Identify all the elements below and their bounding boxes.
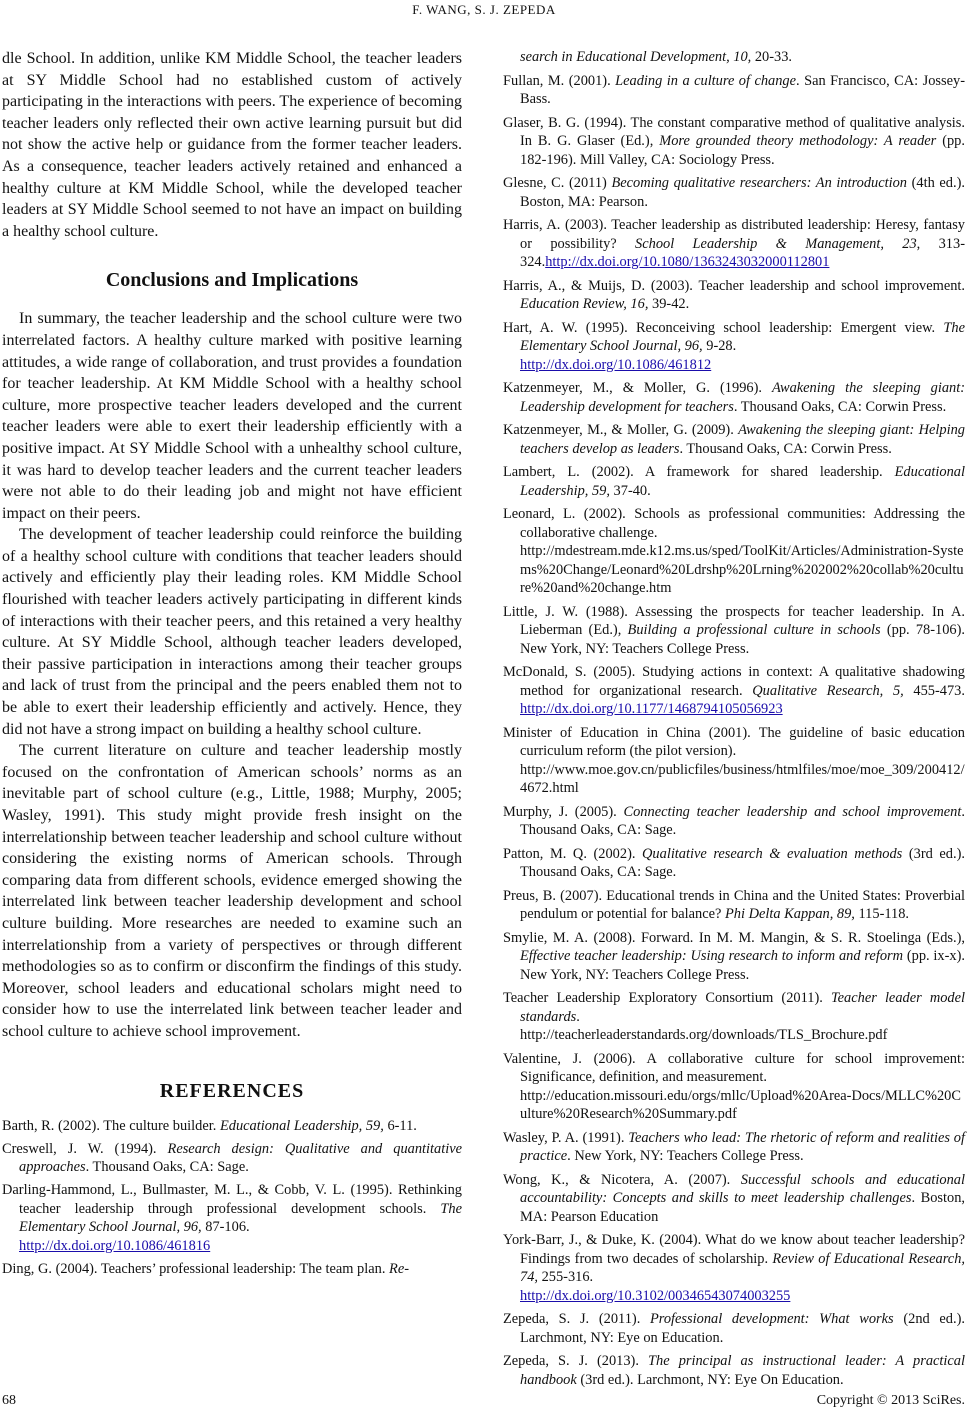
reference-entry bbox=[503, 845, 965, 882]
reference-entry bbox=[503, 319, 965, 375]
reference-source-title: Review of Educational Research, 74, bbox=[520, 1250, 965, 1285]
reference-text: Glaser, B. G. (1994). The constant comparative method of qualitative analysis. In B. G. Glaser (Ed.), bbox=[503, 114, 965, 149]
reference-text: Katzenmeyer, M., & Moller, G. (2009). bbox=[503, 422, 739, 438]
reference-text: Hart, A. W. (1995). Reconceiving school leadership: Emergent view. bbox=[503, 319, 944, 336]
reference-details: (4th ed.). Boston, MA: Pearson. bbox=[520, 175, 965, 210]
reference-entry bbox=[503, 1352, 965, 1389]
reference-details: (3rd ed.). Thousand Oaks, CA: Sage. bbox=[520, 845, 965, 880]
reference-source-title: Awakening the sleeping giant: Leadership development for teachers bbox=[520, 380, 966, 415]
reference-text: McDonald, S. (2005). Studying actions in context: A qualitative shadowing method for organizational research. bbox=[503, 664, 965, 699]
reference-entry bbox=[503, 1050, 965, 1124]
reference-source-title: Connecting teacher leadership and school improvement bbox=[623, 803, 962, 820]
paragraph: The current literature on culture and teacher leadership mostly focused on the confrontation of American schools’ norms as an inevitable part of school culture (e.g., Little, 1988; Murphy, 2005; Wasley, 1991). This study might provide fresh insight on the interrelationship between teacher leadership and school culture without considering the existing norms of American schools. Through comparing data from different schools, evidence emerged showing the interrelated link between teacher leadership development and school culture building. More researches are needed to examine such an interrelationship from a variety of perspectives or through different methodologies so as to confirm or disconfirm the findings of this study. Moreover, school leaders and educational scholars might need to consider how to use the interrelated link between teacher leader and school culture to achieve school improvement. bbox=[2, 742, 462, 1040]
reference-entry bbox=[503, 114, 965, 170]
reference-source-title: The principal as instructional leader: A practical handbook bbox=[520, 1353, 965, 1388]
reference-list-left bbox=[2, 1117, 462, 1279]
reference-details: . San Francisco, CA: Jossey-Bass. bbox=[520, 72, 965, 107]
reference-details: (2nd ed.). Larchmont, NY: Eye on Education. bbox=[520, 1311, 965, 1346]
reference-url: http://mdestream.mde.k12.ms.us/sped/ToolKit/Articles/Administration-Systems%20Change/Leonard%20Ldrshp%20Lrning%202002%20collab%20culture%20and%20change.htm bbox=[520, 543, 964, 596]
reference-entry bbox=[503, 1129, 965, 1166]
reference-details: 455-473. bbox=[903, 682, 965, 699]
reference-source-title: Awakening the sleeping giant: Helping teachers develop as leaders bbox=[520, 422, 965, 457]
reference-details: 255-316. bbox=[538, 1269, 594, 1285]
reference-text: Leonard, L. (2002). Schools as professional communities: Addressing the collaborative challenge. bbox=[503, 506, 965, 541]
reference-source-title: Educational Leadership, 59, bbox=[219, 1117, 384, 1134]
reference-text: Fullan, M. (2001). bbox=[503, 72, 616, 89]
copyright-notice: Copyright © 2013 SciRes. bbox=[816, 1393, 965, 1408]
reference-details: 20-33. bbox=[751, 49, 793, 65]
reference-text: Preus, B. (2007). Educational trends in China and the United States: Proverbial pendulum or potential for balance? bbox=[503, 887, 965, 922]
reference-text: Ding, G. (2004). Teachers’ professional leadership: The team plan. bbox=[2, 1260, 390, 1277]
reference-entry bbox=[503, 1310, 965, 1347]
reference-text: Zepeda, S. J. (2011). bbox=[503, 1311, 650, 1327]
reference-details: (3rd ed.). Larchmont, NY: Eye On Education. bbox=[576, 1371, 844, 1388]
reference-entry bbox=[503, 72, 965, 109]
reference-list-right bbox=[503, 48, 965, 1389]
doi-link[interactable]: http://dx.doi.org/10.1080/1363243032000112801 bbox=[545, 254, 830, 270]
reference-source-title: Building a professional culture in schools bbox=[627, 622, 881, 638]
reference-entry bbox=[503, 463, 965, 500]
reference-entry bbox=[503, 724, 965, 798]
right-column bbox=[503, 48, 965, 1394]
reference-entry bbox=[2, 1140, 462, 1177]
reference-text: Wong, K., & Nicotera, A. (2007). bbox=[503, 1171, 741, 1188]
reference-details: (pp. ix-x). New York, NY: Teachers College Press. bbox=[520, 948, 965, 983]
reference-text: Murphy, J. (2005). bbox=[503, 803, 624, 820]
section-heading: Conclusions and Implications bbox=[105, 269, 359, 292]
reference-source-title: More grounded theory methodology: A reader bbox=[659, 133, 937, 149]
reference-details: 6-11. bbox=[383, 1117, 417, 1134]
reference-entry bbox=[503, 216, 965, 272]
reference-text: Darling-Hammond, L., Bullmaster, M. L., & Cobb, V. L. (1995). Rethinking teacher leadership through professional development schools. bbox=[2, 1182, 462, 1217]
reference-source-title: The Elementary School Journal, 96, bbox=[520, 319, 965, 354]
reference-entry bbox=[2, 1260, 462, 1279]
reference-text: Barth, R. (2002). The culture builder. bbox=[2, 1117, 220, 1134]
reference-source-title: School Leadership & Management, 23 bbox=[635, 235, 917, 252]
reference-details: . Boston, MA: Pearson Education bbox=[520, 1190, 965, 1225]
doi-link[interactable]: http://dx.doi.org/10.1086/461812 bbox=[520, 356, 712, 373]
reference-source-title: Educational Leadership, 59, bbox=[520, 464, 965, 499]
reference-text: Minister of Education in China (2001). The guideline of basic education curriculum reform (the pilot version). bbox=[503, 724, 965, 759]
reference-text: Zepeda, S. J. (2013). bbox=[503, 1353, 649, 1369]
reference-details: 87-106. bbox=[201, 1219, 250, 1236]
reference-text: Wasley, P. A. (1991). bbox=[503, 1129, 629, 1146]
reference-entry bbox=[503, 277, 965, 314]
left-column bbox=[2, 48, 462, 1283]
reference-entry bbox=[503, 663, 965, 719]
doi-link[interactable]: http://dx.doi.org/10.3102/00346543074003255 bbox=[520, 1287, 791, 1304]
reference-details: 37-40. bbox=[609, 482, 651, 499]
reference-details: . Thousand Oaks, CA: Corwin Press. bbox=[733, 398, 947, 415]
reference-source-title: Research design: Qualitative and quantitative approaches bbox=[19, 1140, 462, 1176]
reference-text: York-Barr, J., & Duke, K. (2004). What do we know about teacher leadership? Findings from two decades of scholarship. bbox=[503, 1232, 965, 1267]
reference-source-title: Phi Delta Kappan, 89, bbox=[725, 906, 855, 922]
reference-text: Lambert, L. (2002). A framework for shared leadership. bbox=[503, 464, 895, 480]
reference-text: Creswell, J. W. (1994). bbox=[2, 1140, 168, 1157]
reference-url: http://www.moe.gov.cn/publicfiles/business/htmlfiles/moe/moe_309/200412/4672.html bbox=[520, 761, 965, 796]
reference-source-title: Successful schools and educational accountability: Concepts and skills to meet leadership challenges bbox=[520, 1171, 965, 1206]
reference-url: http://education.missouri.edu/orgs/mllc/Upload%20Area-Docs/MLLC%20Culture%20Research%20Summary.pdf bbox=[520, 1087, 961, 1122]
reference-source-title: search in Educational Development, 10, bbox=[520, 49, 752, 65]
reference-text: Harris, A. (2003). Teacher leadership as distributed leadership: Heresy, fantasy or possibility? bbox=[503, 217, 965, 252]
intro-paragraph: dle School. In addition, unlike KM Middle School, the teacher leaders at SY Middle School had no established custom of actively participating in the interactions with peers. The experience of becoming teacher leaders only reflected their own active learning pursuit but did not show the active help or guidance from the former teacher leaders. As a consequence, teacher leaders actively retained and enhanced a healthy culture at KM Middle School, while the developed teacher leaders at SY Middle School seemed to not have an impact on building a healthy school culture. bbox=[2, 50, 462, 240]
reference-source-title: Qualitative research & evaluation methods bbox=[642, 845, 903, 862]
reference-entry bbox=[503, 887, 965, 924]
reference-entry bbox=[503, 1171, 965, 1227]
doi-link[interactable]: http://dx.doi.org/10.1177/1468794105056923 bbox=[520, 701, 783, 717]
reference-entry bbox=[503, 803, 965, 840]
reference-details: . bbox=[576, 1008, 580, 1025]
page-number: 68 bbox=[2, 1393, 16, 1408]
reference-source-title: Education Review, 16, bbox=[520, 296, 649, 312]
reference-source-title: Becoming qualitative researchers: An introduction bbox=[611, 175, 907, 191]
reference-entry bbox=[503, 48, 965, 67]
paragraph: The development of teacher leadership could reinforce the building of a healthy school culture with conditions that teacher leaders should actively and efficiently play their leading roles. KM Middle School flourished with teacher leaders actively participating in different kinds of interactions with their teacher peers, and this retained a very healthy culture. At SY Middle School, although teacher leaders developed, their passive participation in interactions among their teacher groups and lack of trust from the principal and the peers enabled them not to be able to exert their leadership efficiently and actively. Hence, they did not have a strong impact on building a healthy school culture. bbox=[2, 526, 462, 738]
reference-details: . Thousand Oaks, CA: Corwin Press. bbox=[679, 440, 892, 457]
reference-entry bbox=[503, 929, 965, 985]
reference-source-title: Teacher leader model standards bbox=[520, 990, 965, 1025]
reference-text: Katzenmeyer, M., & Moller, G. (1996). bbox=[503, 380, 772, 396]
reference-entry bbox=[503, 603, 965, 659]
running-head: F. WANG, S. J. ZEPEDA bbox=[412, 2, 556, 17]
reference-details: . Thousand Oaks, CA: Sage. bbox=[85, 1159, 249, 1176]
reference-details: 9-28. bbox=[702, 338, 737, 354]
reference-entry bbox=[503, 989, 965, 1045]
reference-details: . Thousand Oaks, CA: Sage. bbox=[520, 803, 965, 838]
reference-text: Smylie, M. A. (2008). Forward. In M. M. Mangin, & S. R. Stoelinga (Eds.), bbox=[503, 929, 965, 946]
reference-source-title: Leading in a culture of change bbox=[615, 72, 797, 89]
reference-text: Valentine, J. (2006). A collaborative culture for school improvement: Significance, definition, and measurement. bbox=[503, 1050, 965, 1085]
reference-text: Patton, M. Q. (2002). bbox=[503, 845, 643, 862]
reference-details: (pp. 182-196). Mill Valley, CA: Sociology Press. bbox=[520, 133, 965, 168]
references-heading: REFERENCES bbox=[159, 1079, 305, 1102]
reference-entry bbox=[503, 379, 965, 416]
reference-entry bbox=[2, 1181, 462, 1255]
reference-entry bbox=[2, 1117, 462, 1136]
reference-text: Little, J. W. (1988). Assessing the prospects for teacher leadership. In A. Lieberman (Ed.), bbox=[503, 603, 965, 638]
reference-url: http://teacherleaderstandards.org/downloads/TLS_Brochure.pdf bbox=[520, 1027, 888, 1043]
reference-text: Glesne, C. (2011) bbox=[503, 175, 612, 191]
reference-source-title: Qualitative Research, 5, bbox=[752, 682, 904, 699]
reference-source-title: Professional development: What works bbox=[650, 1311, 894, 1327]
reference-details: . New York, NY: Teachers College Press. bbox=[567, 1148, 804, 1164]
doi-link[interactable]: http://dx.doi.org/10.1086/461816 bbox=[19, 1237, 211, 1254]
reference-entry bbox=[503, 421, 965, 458]
reference-details: (pp. 78-106). New York, NY: Teachers College Press. bbox=[520, 622, 965, 657]
paragraph: In summary, the teacher leadership and the school culture were two interrelated factors. A healthy culture marked with positive learning attitudes, a wide range of collaboration, and trust provides a foundation for teacher leadership. At KM Middle School with a healthy school culture, more prospective teacher leaders developed and the current teacher leaders were able to exert their leadership efficiently with a positive impact. At SY Middle School with a unhealthy school culture, it was hard to develop teacher leaders and the current teacher leaders were not able to do their leading job and might not have efficient impact on their peers. bbox=[2, 310, 462, 522]
reference-source-title: The Elementary School Journal, 96, bbox=[19, 1200, 462, 1236]
reference-source-title: Teachers who lead: The rhetoric of reform and realities of practice bbox=[520, 1129, 965, 1164]
reference-details: , 313-324. bbox=[520, 235, 965, 270]
reference-source-title: Re- bbox=[389, 1260, 410, 1277]
reference-entry bbox=[503, 1231, 965, 1305]
reference-text: Teacher Leadership Exploratory Consortium (2011). bbox=[503, 990, 831, 1006]
reference-entry bbox=[503, 505, 965, 598]
reference-source-title: Effective teacher leadership: Using research to inform and reform bbox=[520, 948, 904, 964]
reference-details: 39-42. bbox=[648, 296, 690, 312]
reference-text: Harris, A., & Muijs, D. (2003). Teacher leadership and school improvement. bbox=[503, 277, 965, 294]
reference-entry bbox=[503, 174, 965, 211]
reference-details: 115-118. bbox=[854, 906, 910, 922]
